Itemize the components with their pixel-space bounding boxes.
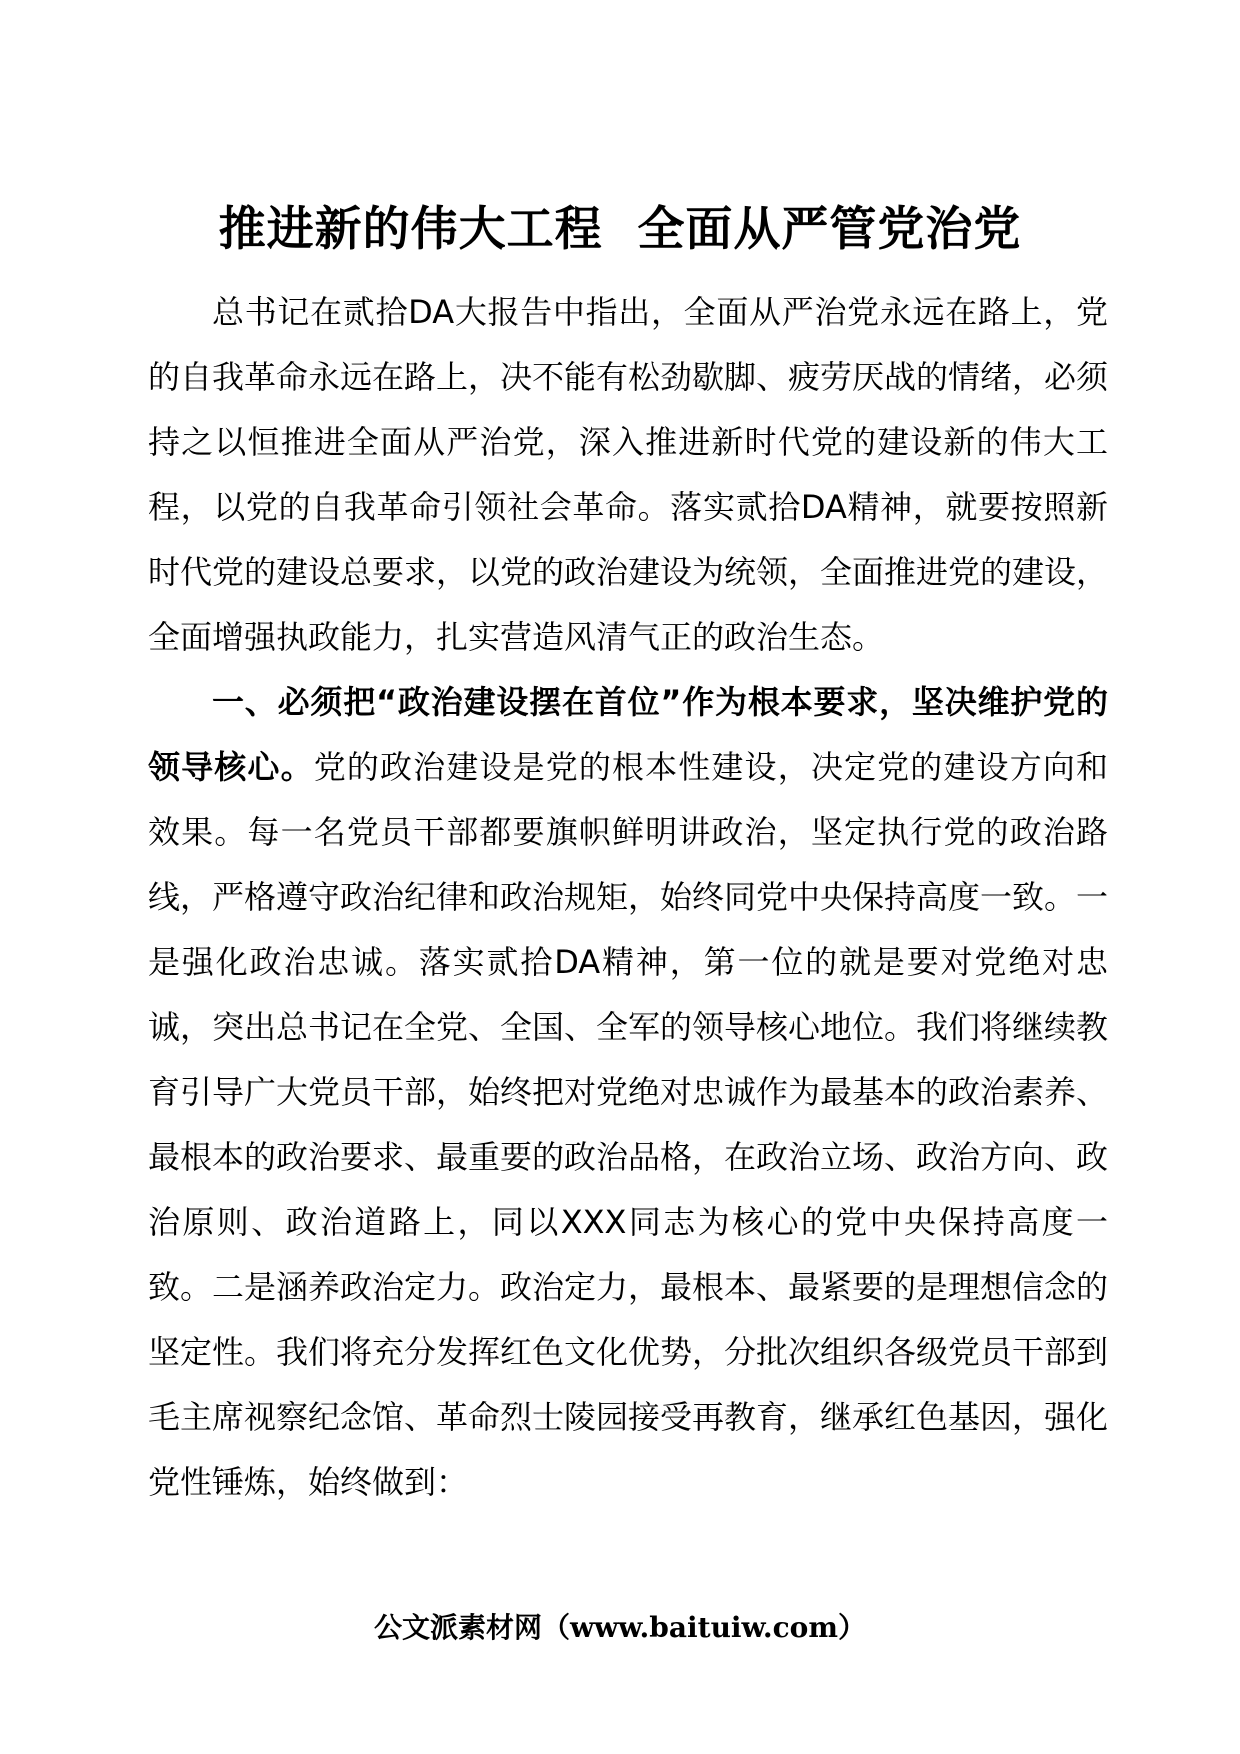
intro-paragraph: 总书记在贰拾DA大报告中指出，全面从严治党永远在路上，党的自我革命永远在路上，决不能有松劲歇脚、疲劳厌战的情绪，必须持之以恒推进全面从严治党，深入推进新时代党的建设新的伟大工程，以党的自我革命引领社会革命。落实贰拾DA精神，就要按照新时代党的建设总要求，以党的政治建设为统领，全面推进党的建设，全面增强执政能力，扎实营造风清气正的政治生态。 (148, 293, 1109, 656)
footer-watermark: 公文派素材网（www.baituiw.com） (374, 1611, 866, 1644)
document-body (148, 280, 1108, 1515)
document-title: 推进新的伟大工程 全面从严管党治党 (218, 202, 1022, 257)
section-one-paragraph (148, 670, 1108, 1515)
section-one-body: 党的政治建设是党的根本性建设，决定党的建设方向和效果。每一名党员干部都要旗帜鲜明讲政治，坚定执行党的政治路线，严格遵守政治纪律和政治规矩，始终同党中央保持高度一致。一是强化政治忠诚。落实贰拾DA精神，第一位的就是要对党绝对忠诚，突出总书记在全党、全国、全军的领导核心地位。我们将继续教育引导广大党员干部，始终把对党绝对忠诚作为最基本的政治素养、最根本的政治要求、最重要的政治品格，在政治立场、政治方向、政治原则、政治道路上，同以XXX同志为核心的党中央保持高度一致。二是涵养政治定力。政治定力，最根本、最紧要的是理想信念的坚定性。我们将充分发挥红色文化优势，分批次组织各级党员干部到毛主席视察纪念馆、革命烈士陵园接受再教育，继承红色基因，强化党性锤炼，始终做到： (148, 748, 1109, 1501)
section-one-heading: 一、必须把“政治建设摆在首位”作为根本要求，坚决维护党的领导核心。 (148, 683, 1108, 786)
